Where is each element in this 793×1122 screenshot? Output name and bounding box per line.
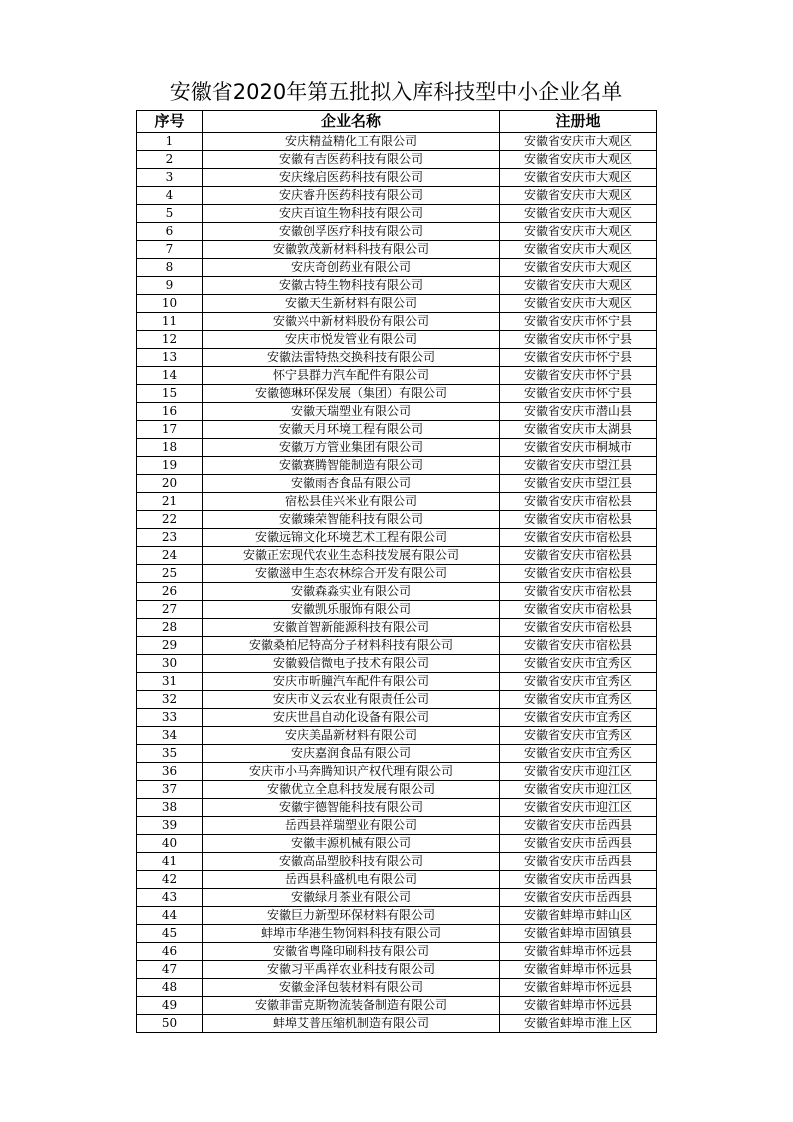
cell-location: 安徽省蚌埠市固镇县 [500, 925, 657, 943]
cell-company-name: 安徽天月环境工程有限公司 [203, 421, 500, 439]
cell-seq: 40 [137, 835, 203, 853]
cell-seq: 22 [137, 511, 203, 529]
cell-seq: 50 [137, 1015, 203, 1033]
cell-company-name: 安徽远锦文化环境艺术工程有限公司 [203, 529, 500, 547]
cell-company-name: 安庆美晶新材料有限公司 [203, 727, 500, 745]
cell-company-name: 安徽正宏现代农业生态科技发展有限公司 [203, 547, 500, 565]
cell-location: 安徽省安庆市宿松县 [500, 637, 657, 655]
cell-company-name: 安徽德琳环保发展（集团）有限公司 [203, 385, 500, 403]
cell-location: 安徽省蚌埠市怀远县 [500, 961, 657, 979]
table-row [137, 637, 657, 655]
cell-company-name: 安徽优立全息科技发展有限公司 [203, 781, 500, 799]
table-row [137, 979, 657, 997]
table-row [137, 691, 657, 709]
cell-company-name: 安徽桑柏尼特高分子材料科技有限公司 [203, 637, 500, 655]
cell-company-name: 安徽丰源机械有限公司 [203, 835, 500, 853]
table-body [137, 133, 657, 1033]
cell-seq: 39 [137, 817, 203, 835]
table-row [137, 547, 657, 565]
cell-location: 安徽省安庆市宜秀区 [500, 727, 657, 745]
table-row [137, 907, 657, 925]
table-row [137, 745, 657, 763]
cell-seq: 21 [137, 493, 203, 511]
cell-company-name: 安庆缘启医药科技有限公司 [203, 169, 500, 187]
cell-seq: 49 [137, 997, 203, 1015]
cell-company-name: 安徽金泽包装材料有限公司 [203, 979, 500, 997]
cell-location: 安徽省安庆市大观区 [500, 223, 657, 241]
cell-company-name: 宿松县佳兴米业有限公司 [203, 493, 500, 511]
cell-location: 安徽省安庆市迎江区 [500, 781, 657, 799]
cell-seq: 16 [137, 403, 203, 421]
cell-seq: 2 [137, 151, 203, 169]
cell-company-name: 安徽法雷特热交换科技有限公司 [203, 349, 500, 367]
cell-location: 安徽省安庆市宜秀区 [500, 709, 657, 727]
cell-location: 安徽省安庆市大观区 [500, 259, 657, 277]
cell-location: 安徽省安庆市大观区 [500, 187, 657, 205]
table-row [137, 781, 657, 799]
cell-seq: 24 [137, 547, 203, 565]
cell-company-name: 怀宁县群力汽车配件有限公司 [203, 367, 500, 385]
table-row [137, 331, 657, 349]
table-row [137, 961, 657, 979]
cell-seq: 44 [137, 907, 203, 925]
cell-company-name: 安徽高品塑胶科技有限公司 [203, 853, 500, 871]
table-row [137, 349, 657, 367]
table-row [137, 511, 657, 529]
cell-seq: 13 [137, 349, 203, 367]
cell-seq: 45 [137, 925, 203, 943]
table-row [137, 673, 657, 691]
cell-company-name: 安庆精益精化工有限公司 [203, 133, 500, 151]
column-header-location: 注册地 [500, 111, 657, 133]
table-row [137, 943, 657, 961]
cell-company-name: 安徽凯乐服饰有限公司 [203, 601, 500, 619]
cell-location: 安徽省安庆市迎江区 [500, 763, 657, 781]
cell-location: 安徽省安庆市怀宁县 [500, 385, 657, 403]
cell-company-name: 安徽菲雷克斯物流装备制造有限公司 [203, 997, 500, 1015]
cell-location: 安徽省安庆市大观区 [500, 133, 657, 151]
cell-seq: 11 [137, 313, 203, 331]
cell-seq: 38 [137, 799, 203, 817]
table-row [137, 313, 657, 331]
cell-company-name: 安徽森淼实业有限公司 [203, 583, 500, 601]
column-header-seq: 序号 [137, 111, 203, 133]
cell-company-name: 安徽习平禹祥农业科技有限公司 [203, 961, 500, 979]
cell-seq: 25 [137, 565, 203, 583]
cell-location: 安徽省安庆市大观区 [500, 151, 657, 169]
cell-location: 安徽省安庆市大观区 [500, 241, 657, 259]
cell-company-name: 安庆百谊生物科技有限公司 [203, 205, 500, 223]
table-row [137, 295, 657, 313]
cell-company-name: 安徽滋申生态农林综合开发有限公司 [203, 565, 500, 583]
cell-location: 安徽省安庆市桐城市 [500, 439, 657, 457]
table-row [137, 997, 657, 1015]
cell-seq: 3 [137, 169, 203, 187]
cell-company-name: 安徽宇德智能科技有限公司 [203, 799, 500, 817]
cell-location: 安徽省安庆市迎江区 [500, 799, 657, 817]
cell-seq: 48 [137, 979, 203, 997]
cell-company-name: 安徽天生新材料有限公司 [203, 295, 500, 313]
cell-seq: 12 [137, 331, 203, 349]
cell-seq: 32 [137, 691, 203, 709]
cell-location: 安徽省安庆市宿松县 [500, 511, 657, 529]
cell-company-name: 安徽绿月茶业有限公司 [203, 889, 500, 907]
cell-location: 安徽省安庆市宜秀区 [500, 673, 657, 691]
table-row [137, 421, 657, 439]
cell-company-name: 安徽敦茂新材料科技有限公司 [203, 241, 500, 259]
cell-seq: 23 [137, 529, 203, 547]
cell-seq: 28 [137, 619, 203, 637]
cell-location: 安徽省安庆市怀宁县 [500, 349, 657, 367]
cell-company-name: 安徽兴中新材料股份有限公司 [203, 313, 500, 331]
cell-company-name: 蚌埠市华港生物饲料科技有限公司 [203, 925, 500, 943]
cell-seq: 47 [137, 961, 203, 979]
table-row [137, 403, 657, 421]
table-row [137, 529, 657, 547]
cell-company-name: 安庆市义云农业有限责任公司 [203, 691, 500, 709]
cell-company-name: 安庆市小马奔腾知识产权代理有限公司 [203, 763, 500, 781]
cell-company-name: 安庆市悦发管业有限公司 [203, 331, 500, 349]
cell-location: 安徽省安庆市怀宁县 [500, 367, 657, 385]
cell-company-name: 安徽臻荣智能科技有限公司 [203, 511, 500, 529]
cell-seq: 37 [137, 781, 203, 799]
cell-company-name: 安徽雨杏食品有限公司 [203, 475, 500, 493]
cell-seq: 46 [137, 943, 203, 961]
cell-company-name: 安庆嘉润食品有限公司 [203, 745, 500, 763]
cell-location: 安徽省蚌埠市怀远县 [500, 979, 657, 997]
table-row [137, 187, 657, 205]
cell-seq: 15 [137, 385, 203, 403]
cell-location: 安徽省安庆市岳西县 [500, 871, 657, 889]
cell-seq: 7 [137, 241, 203, 259]
cell-seq: 4 [137, 187, 203, 205]
cell-company-name: 安庆奇创药业有限公司 [203, 259, 500, 277]
table-row [137, 493, 657, 511]
cell-seq: 43 [137, 889, 203, 907]
cell-location: 安徽省安庆市宜秀区 [500, 655, 657, 673]
cell-company-name: 安庆睿升医药科技有限公司 [203, 187, 500, 205]
cell-location: 安徽省安庆市岳西县 [500, 889, 657, 907]
cell-location: 安徽省安庆市太湖县 [500, 421, 657, 439]
cell-location: 安徽省蚌埠市怀远县 [500, 997, 657, 1015]
table-row [137, 763, 657, 781]
cell-company-name: 安徽毅信微电子技术有限公司 [203, 655, 500, 673]
table-row [137, 151, 657, 169]
table-row [137, 835, 657, 853]
cell-company-name: 安庆市昕朣汽车配件有限公司 [203, 673, 500, 691]
cell-location: 安徽省安庆市宜秀区 [500, 691, 657, 709]
cell-location: 安徽省安庆市岳西县 [500, 817, 657, 835]
cell-company-name: 安庆世昌自动化设备有限公司 [203, 709, 500, 727]
cell-seq: 31 [137, 673, 203, 691]
cell-seq: 41 [137, 853, 203, 871]
cell-seq: 14 [137, 367, 203, 385]
table-row [137, 601, 657, 619]
cell-location: 安徽省安庆市宿松县 [500, 601, 657, 619]
cell-location: 安徽省安庆市宿松县 [500, 493, 657, 511]
page-title: 安徽省2020年第五批拟入库科技型中小企业名单 [169, 80, 623, 104]
cell-location: 安徽省安庆市望江县 [500, 457, 657, 475]
cell-seq: 20 [137, 475, 203, 493]
cell-location: 安徽省安庆市宿松县 [500, 565, 657, 583]
table-row [137, 799, 657, 817]
cell-location: 安徽省安庆市大观区 [500, 277, 657, 295]
cell-seq: 8 [137, 259, 203, 277]
table-header [137, 111, 657, 133]
header-row [137, 111, 657, 133]
table-row [137, 259, 657, 277]
cell-company-name: 安徽创孚医疗科技有限公司 [203, 223, 500, 241]
column-header-name: 企业名称 [203, 111, 500, 133]
table-row [137, 925, 657, 943]
table-row [137, 241, 657, 259]
table-row [137, 457, 657, 475]
table-row [137, 367, 657, 385]
cell-seq: 36 [137, 763, 203, 781]
cell-location: 安徽省蚌埠市怀远县 [500, 943, 657, 961]
table-row [137, 583, 657, 601]
cell-seq: 10 [137, 295, 203, 313]
cell-location: 安徽省安庆市宿松县 [500, 619, 657, 637]
cell-seq: 35 [137, 745, 203, 763]
cell-seq: 29 [137, 637, 203, 655]
table-row [137, 727, 657, 745]
cell-location: 安徽省安庆市大观区 [500, 205, 657, 223]
cell-location: 安徽省安庆市怀宁县 [500, 331, 657, 349]
cell-company-name: 蚌埠艾普压缩机制造有限公司 [203, 1015, 500, 1033]
cell-company-name: 安徽省粤隆印刷科技有限公司 [203, 943, 500, 961]
cell-seq: 26 [137, 583, 203, 601]
cell-seq: 17 [137, 421, 203, 439]
table-row [137, 871, 657, 889]
table-row [137, 205, 657, 223]
cell-company-name: 安徽天瑞塑业有限公司 [203, 403, 500, 421]
cell-company-name: 安徽万方管业集团有限公司 [203, 439, 500, 457]
cell-seq: 18 [137, 439, 203, 457]
table-row [137, 1015, 657, 1033]
table-row [137, 475, 657, 493]
cell-seq: 9 [137, 277, 203, 295]
cell-seq: 42 [137, 871, 203, 889]
cell-location: 安徽省安庆市望江县 [500, 475, 657, 493]
cell-company-name: 安徽巨力新型环保材料有限公司 [203, 907, 500, 925]
table-row [137, 223, 657, 241]
table-row [137, 385, 657, 403]
company-table [136, 110, 657, 1033]
table-row [137, 817, 657, 835]
cell-company-name: 岳西县科盛机电有限公司 [203, 871, 500, 889]
cell-company-name: 安徽古特生物科技有限公司 [203, 277, 500, 295]
cell-location: 安徽省安庆市岳西县 [500, 835, 657, 853]
cell-seq: 27 [137, 601, 203, 619]
cell-location: 安徽省安庆市宜秀区 [500, 745, 657, 763]
cell-company-name: 安徽赛腾智能制造有限公司 [203, 457, 500, 475]
cell-seq: 33 [137, 709, 203, 727]
cell-location: 安徽省安庆市宿松县 [500, 529, 657, 547]
cell-location: 安徽省安庆市宿松县 [500, 583, 657, 601]
table-row [137, 169, 657, 187]
cell-location: 安徽省安庆市大观区 [500, 169, 657, 187]
cell-seq: 5 [137, 205, 203, 223]
cell-location: 安徽省安庆市宿松县 [500, 547, 657, 565]
cell-company-name: 安徽首智新能源科技有限公司 [203, 619, 500, 637]
table-row [137, 709, 657, 727]
cell-company-name: 安徽有吉医药科技有限公司 [203, 151, 500, 169]
table-row [137, 133, 657, 151]
cell-seq: 34 [137, 727, 203, 745]
cell-location: 安徽省蚌埠市淮上区 [500, 1015, 657, 1033]
table-row [137, 565, 657, 583]
cell-location: 安徽省安庆市潜山县 [500, 403, 657, 421]
cell-seq: 1 [137, 133, 203, 151]
table-row [137, 853, 657, 871]
cell-seq: 30 [137, 655, 203, 673]
table-row [137, 655, 657, 673]
cell-location: 安徽省安庆市岳西县 [500, 853, 657, 871]
cell-location: 安徽省蚌埠市蚌山区 [500, 907, 657, 925]
cell-company-name: 岳西县祥瑞塑业有限公司 [203, 817, 500, 835]
cell-location: 安徽省安庆市怀宁县 [500, 313, 657, 331]
table-row [137, 439, 657, 457]
table-row [137, 277, 657, 295]
cell-seq: 19 [137, 457, 203, 475]
cell-location: 安徽省安庆市大观区 [500, 295, 657, 313]
cell-seq: 6 [137, 223, 203, 241]
table-row [137, 619, 657, 637]
table-row [137, 889, 657, 907]
